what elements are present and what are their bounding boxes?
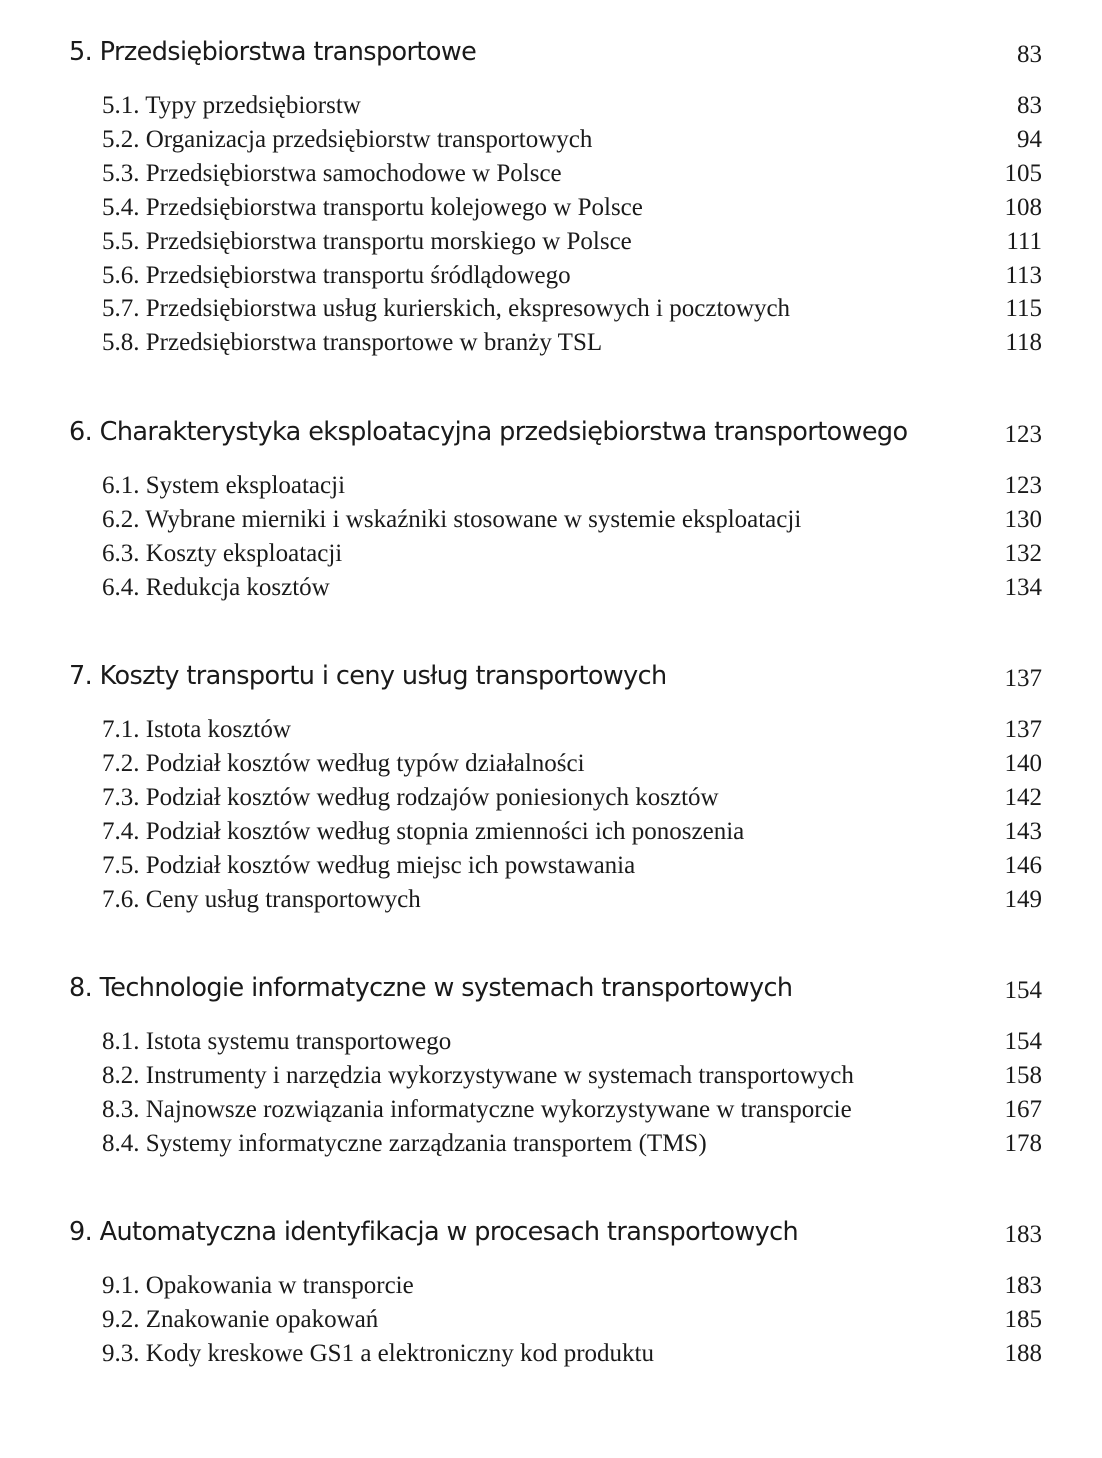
section-page-number: 132 [1004, 539, 1042, 567]
section-entry [0, 1026, 1102, 1060]
section-title: 8.1. Istota systemu transportowego [102, 1028, 452, 1055]
section-entry [0, 470, 1102, 504]
section-page-number: 185 [1004, 1305, 1042, 1333]
section-title: 5.1. Typy przedsiębiorstw [102, 92, 361, 119]
section-title: 7.6. Ceny usług transportowych [102, 885, 421, 913]
section-page-number: 154 [1004, 1028, 1042, 1055]
section-title: 9.2. Znakowanie opakowań [102, 1305, 379, 1333]
section-title: 5.5. Przedsiębiorstwa transportu morskiego w Polsce [102, 227, 632, 255]
section-page-number: 134 [1004, 573, 1042, 601]
chapter-page-number: 137 [1004, 665, 1042, 692]
section-title: 8.2. Instrumenty i narzędzia wykorzystywane w systemach transportowych [102, 1061, 854, 1089]
section-title: 5.3. Przedsiębiorstwa samochodowe w Polsce [102, 159, 562, 187]
chapter-page-number: 83 [1017, 41, 1042, 68]
chapter-title: 9. Automatyczna identyfikacja w procesach transportowych [69, 1217, 799, 1247]
section-title: 5.4. Przedsiębiorstwa transportu kolejowego w Polsce [102, 193, 643, 221]
section-entry [0, 572, 1102, 606]
section-title: 8.4. Systemy informatyczne zarządzania transportem (TMS) [102, 1129, 707, 1157]
section-entry [0, 1060, 1102, 1094]
section-page-number: 143 [1004, 817, 1042, 845]
section-entry [0, 538, 1102, 572]
section-title: 7.5. Podział kosztów według miejsc ich powstawania [102, 851, 636, 879]
section-page-number: 167 [1004, 1095, 1042, 1123]
section-title: 8.3. Najnowsze rozwiązania informatyczne wykorzystywane w transporcie [102, 1095, 852, 1123]
section-page-number: 108 [1004, 193, 1042, 221]
section-page-number: 105 [1004, 159, 1042, 187]
section-entry [0, 293, 1102, 327]
section-page-number: 111 [1006, 227, 1042, 255]
section-title: 7.1. Istota kosztów [102, 716, 291, 743]
section-page-number: 118 [1005, 329, 1042, 357]
chapter-heading [0, 972, 1102, 1006]
section-page-number: 94 [1017, 125, 1042, 153]
section-entry [0, 1304, 1102, 1338]
chapter-title: 5. Przedsiębiorstwa transportowe [69, 37, 477, 67]
section-entry [0, 1338, 1102, 1372]
section-page-number: 158 [1004, 1061, 1042, 1089]
section-entry [0, 1128, 1102, 1162]
section-page-number: 183 [1004, 1272, 1042, 1299]
chapter-title: 7. Koszty transportu i ceny usług transportowych [69, 661, 667, 691]
section-entry [0, 714, 1102, 748]
section-entry [0, 90, 1102, 124]
section-title: 6.3. Koszty eksploatacji [102, 539, 343, 567]
chapter-title: 8. Technologie informatyczne w systemach transportowych [69, 973, 793, 1003]
section-entry [0, 192, 1102, 226]
section-page-number: 149 [1004, 885, 1042, 913]
section-entry [0, 124, 1102, 158]
chapter-page-number: 123 [1004, 421, 1042, 448]
section-entry [0, 1094, 1102, 1128]
chapter-heading [0, 416, 1102, 450]
section-entry [0, 1270, 1102, 1304]
section-entry [0, 782, 1102, 816]
chapter-page-number: 154 [1004, 977, 1042, 1004]
section-page-number: 137 [1004, 716, 1042, 743]
section-entry [0, 748, 1102, 782]
section-title: 5.7. Przedsiębiorstwa usług kurierskich, ekspresowych i pocztowych [102, 295, 791, 323]
chapter-page-number: 183 [1004, 1221, 1042, 1248]
chapter-heading [0, 660, 1102, 694]
section-title: 6.1. System eksploatacji [102, 472, 346, 499]
section-page-number: 146 [1004, 851, 1042, 879]
section-title: 9.1. Opakowania w transporcie [102, 1272, 414, 1299]
section-entry [0, 226, 1102, 260]
section-page-number: 123 [1004, 472, 1042, 499]
section-title: 5.8. Przedsiębiorstwa transportowe w branży TSL [102, 329, 603, 357]
section-page-number: 140 [1004, 749, 1042, 777]
section-entry [0, 158, 1102, 192]
chapter-heading [0, 36, 1102, 70]
section-page-number: 83 [1017, 92, 1042, 119]
section-page-number: 113 [1005, 261, 1042, 289]
chapter-heading [0, 1216, 1102, 1250]
section-entry [0, 260, 1102, 294]
section-title: 5.2. Organizacja przedsiębiorstw transportowych [102, 125, 593, 153]
section-page-number: 188 [1004, 1339, 1042, 1367]
section-page-number: 130 [1004, 505, 1042, 533]
section-page-number: 115 [1005, 295, 1042, 323]
section-page-number: 178 [1004, 1129, 1042, 1157]
chapter-title: 6. Charakterystyka eksploatacyjna przedsiębiorstwa transportowego [69, 417, 908, 447]
section-title: 7.4. Podział kosztów według stopnia zmienności ich ponoszenia [102, 817, 745, 845]
section-title: 9.3. Kody kreskowe GS1 a elektroniczny kod produktu [102, 1339, 654, 1367]
section-title: 6.2. Wybrane mierniki i wskaźniki stosowane w systemie eksploatacji [102, 505, 802, 533]
section-entry [0, 504, 1102, 538]
section-title: 5.6. Przedsiębiorstwa transportu śródlądowego [102, 261, 571, 289]
section-page-number: 142 [1004, 783, 1042, 811]
section-entry [0, 850, 1102, 884]
section-title: 7.3. Podział kosztów według rodzajów poniesionych kosztów [102, 783, 719, 811]
section-title: 7.2. Podział kosztów według typów działalności [102, 749, 585, 777]
section-entry [0, 816, 1102, 850]
section-entry [0, 884, 1102, 918]
section-title: 6.4. Redukcja kosztów [102, 573, 330, 601]
section-entry [0, 327, 1102, 361]
